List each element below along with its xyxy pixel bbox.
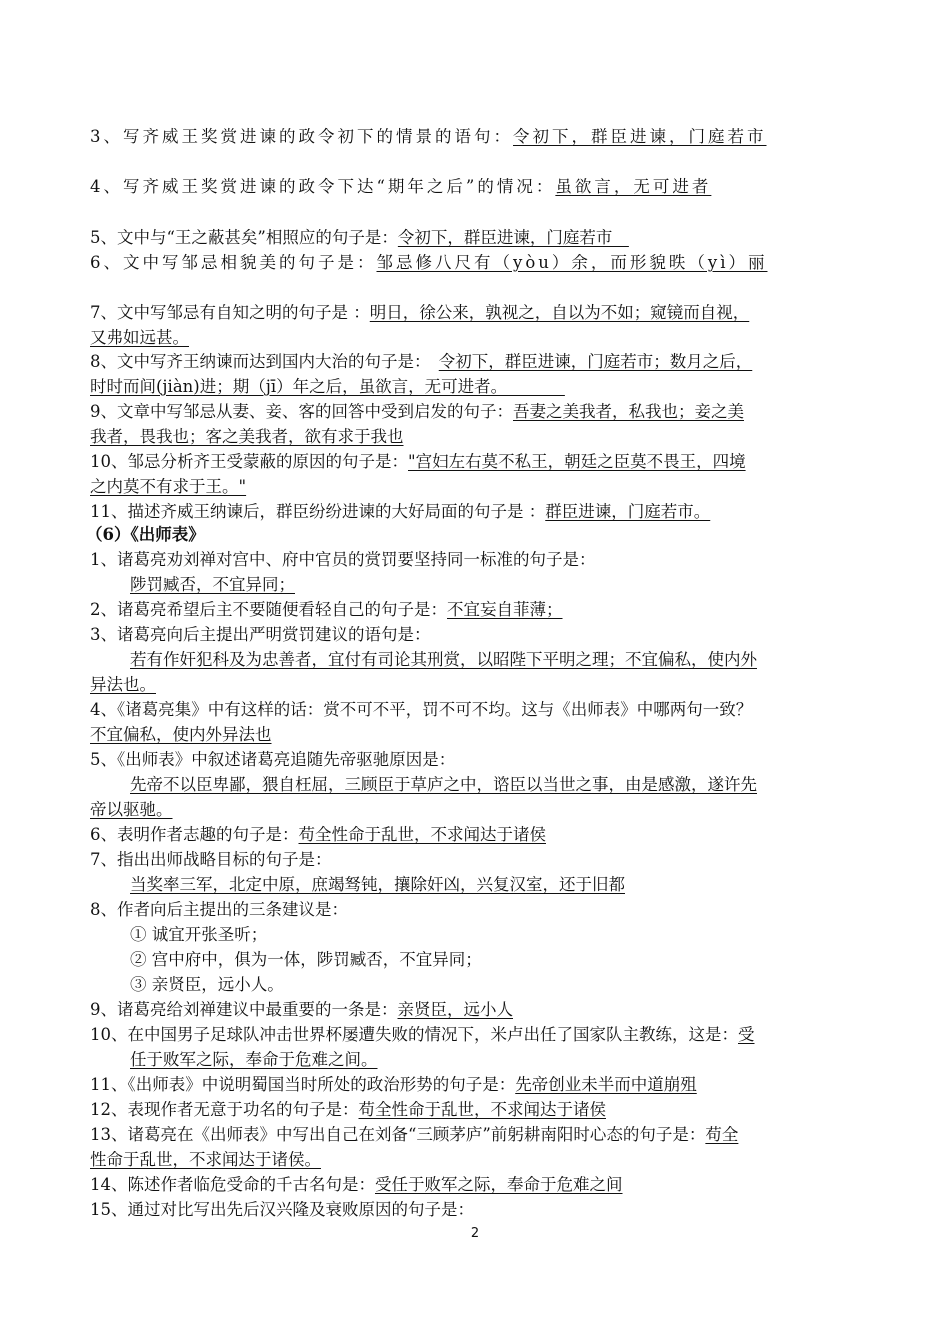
question-text: 10、在中国男子足球队冲击世界杯屡遭失败的情况下，米卢出任了国家队主教练，这是： <box>90 1025 738 1044</box>
text-line <box>90 722 860 747</box>
answer-text: 苟全性命于乱世，不求闻达于诸侯 <box>298 825 546 844</box>
answer-text: 受 <box>738 1025 755 1044</box>
question-text: 6、表明作者志趣的句子是： <box>90 825 299 844</box>
text-line <box>90 822 860 847</box>
question-text: 3、诸葛亮向后主提出严明赏罚建议的语句是： <box>90 625 431 644</box>
text-line <box>90 1172 860 1197</box>
text-line <box>130 772 860 797</box>
text-line <box>130 922 860 947</box>
text-line <box>130 647 860 672</box>
text-line <box>90 622 860 647</box>
text-line <box>90 747 860 772</box>
answer-text: 苟全 <box>705 1125 739 1144</box>
text-line <box>90 597 860 622</box>
text-line <box>90 250 860 275</box>
answer-text: 任于败军之际，奉命于危难之间。 <box>130 1050 378 1069</box>
answer-text: 苟全性命于乱世，不求闻达于诸侯 <box>358 1100 606 1119</box>
text-line <box>90 1147 860 1172</box>
text-line <box>90 847 860 872</box>
text-line <box>90 1197 860 1222</box>
answer-text: 令初下，群臣进谏，门庭若市 <box>397 228 629 247</box>
question-text: 5、《出师表》中叙述诸葛亮追随先帝驱驰原因是： <box>90 750 456 769</box>
question-text: 11、描述齐威王纳谏后，群臣纷纷进谏的大好局面的句子是 ： <box>90 502 546 521</box>
answer-text: 吾妻之美我者，私我也；妾之美 <box>513 402 744 421</box>
answer-text: 不宜偏私，使内外异法也 <box>90 725 272 744</box>
text-line <box>86 522 856 547</box>
question-text: ① 诚宜开张圣听； <box>130 925 268 944</box>
text-line <box>90 424 860 449</box>
answer-text: 又弗如远甚。 <box>90 328 189 347</box>
text-line <box>90 997 860 1022</box>
answer-text: 受任于败军之际，奉命于危难之间 <box>375 1175 623 1194</box>
answer-text: 邹忌修八尺有（yòu）余，而形貌昳（yì）丽 <box>376 253 768 272</box>
text-line <box>90 697 860 722</box>
question-text: 4、《诸葛亮集》中有这样的话：赏不可不平，罚不可不均。这与《出师表》中哪两句一致？ <box>90 700 753 719</box>
text-line <box>130 947 860 972</box>
question-text: 14、陈述作者临危受命的千古名句是： <box>90 1175 375 1194</box>
page-number: 2 <box>470 1226 480 1241</box>
answer-text: 帝以驱驰。 <box>90 800 173 819</box>
question-text: 11、《出师表》中说明蜀国当时所处的政治形势的句子是： <box>90 1075 516 1094</box>
text-line <box>130 572 860 597</box>
answer-text: 先帝创业未半而中道崩殂 <box>515 1075 697 1094</box>
text-line <box>130 972 860 997</box>
question-text: 1、诸葛亮劝刘禅对宫中、府中官员的赏罚要坚持同一标准的句子是： <box>90 550 596 569</box>
text-line <box>90 672 860 697</box>
answer-text: 群臣进谏，门庭若市。 <box>545 502 711 521</box>
question-text: ② 宫中府中，俱为一体，陟罚臧否，不宜异同； <box>130 950 482 969</box>
text-line <box>90 349 860 374</box>
question-text: 15、通过对比写出先后汉兴隆及衰败原因的句子是： <box>90 1200 474 1219</box>
text-line <box>130 1047 860 1072</box>
answer-text: 不宜妄自菲薄； <box>447 600 563 619</box>
question-text: 5、文中与“王之蔽甚矣”相照应的句子是： <box>90 228 398 247</box>
answer-text: 亲贤臣，远小人 <box>397 1000 513 1019</box>
question-text: 8、文中写齐王纳谏而达到国内大治的句子是： <box>90 352 439 371</box>
question-text: 10、邹忌分析齐王受蒙蔽的原因的句子是： <box>90 452 408 471</box>
text-line <box>90 124 860 149</box>
question-text: 13、诸葛亮在《出师表》中写出自己在刘备“三顾茅庐”前躬耕南阳时心态的句子是： <box>90 1125 706 1144</box>
question-text: 3、写齐威王奖赏进谏的政令初下的情景的语句： <box>90 127 513 146</box>
answer-text: 之内莫不有求于王。" <box>90 477 247 496</box>
text-line <box>90 797 860 822</box>
question-text: 4、写齐威王奖赏进谏的政令下达“期年之后”的情况： <box>90 177 556 196</box>
text-line <box>90 1072 860 1097</box>
answer-text: 当奖率三军，北定中原，庶竭驽钝，攘除奸凶，兴复汉室，还于旧都 <box>130 875 625 894</box>
question-text: 7、文中写邹忌有自知之明的句子是 ： <box>90 303 370 322</box>
question-text: 9、诸葛亮给刘禅建议中最重要的一条是： <box>90 1000 398 1019</box>
answer-text: 虽欲言，无可进者 <box>555 177 712 196</box>
question-text: 6、文中写邹忌相貌美的句子是： <box>90 253 377 272</box>
text-line <box>90 499 860 524</box>
text-line <box>90 225 860 250</box>
text-line <box>90 474 860 499</box>
text-line <box>90 1122 860 1147</box>
text-line <box>90 1097 860 1122</box>
question-text: 12、表现作者无意于功名的句子是： <box>90 1100 359 1119</box>
answer-text: 明日，徐公来，孰视之，自以为不如；窥镜而自视， <box>369 303 750 322</box>
text-line <box>90 547 860 572</box>
text-line <box>90 1022 860 1047</box>
text-line <box>90 300 860 325</box>
text-line <box>90 399 860 424</box>
question-text: 8、作者向后主提出的三条建议是： <box>90 900 348 919</box>
answer-text: 性命于乱世，不求闻达于诸侯。 <box>90 1150 321 1169</box>
text-line <box>90 374 860 399</box>
answer-text: 若有作奸犯科及为忠善者，宜付有司论其刑赏，以昭陛下平明之理；不宜偏私，使内外 <box>130 650 757 669</box>
answer-text: "宫妇左右莫不私王，朝廷之臣莫不畏王，四境 <box>408 452 746 471</box>
answer-text: 令初下，群臣进谏，门庭若市；数月之后， <box>438 352 753 371</box>
question-text: 2、诸葛亮希望后主不要随便看轻自己的句子是： <box>90 600 447 619</box>
question-text: ③ 亲贤臣，远小人。 <box>130 975 284 994</box>
answer-text: 时时而间(jiàn)进；期（jī）年之后，虽欲言，无可进者。 <box>90 377 565 396</box>
answer-text: 异法也。 <box>90 675 156 694</box>
question-text: 9、文章中写邹忌从妻、妾、客的回答中受到启发的句子： <box>90 402 513 421</box>
answer-text: 先帝不以臣卑鄙，猥自枉屈，三顾臣于草庐之中，谘臣以当世之事，由是感激，遂许先 <box>130 775 757 794</box>
text-line <box>90 174 860 199</box>
text-line <box>90 325 860 350</box>
text-line <box>90 449 860 474</box>
question-text: 7、指出出师战略目标的句子是： <box>90 850 332 869</box>
answer-text: 令初下，群臣进谏，门庭若市 <box>513 127 767 146</box>
question-text: （6）《出师表》 <box>86 525 205 544</box>
answer-text: 陟罚臧否，不宜异同； <box>130 575 295 594</box>
answer-text: 我者，畏我也；客之美我者，欲有求于我也 <box>90 427 404 446</box>
text-line <box>90 897 860 922</box>
text-line <box>130 872 860 897</box>
